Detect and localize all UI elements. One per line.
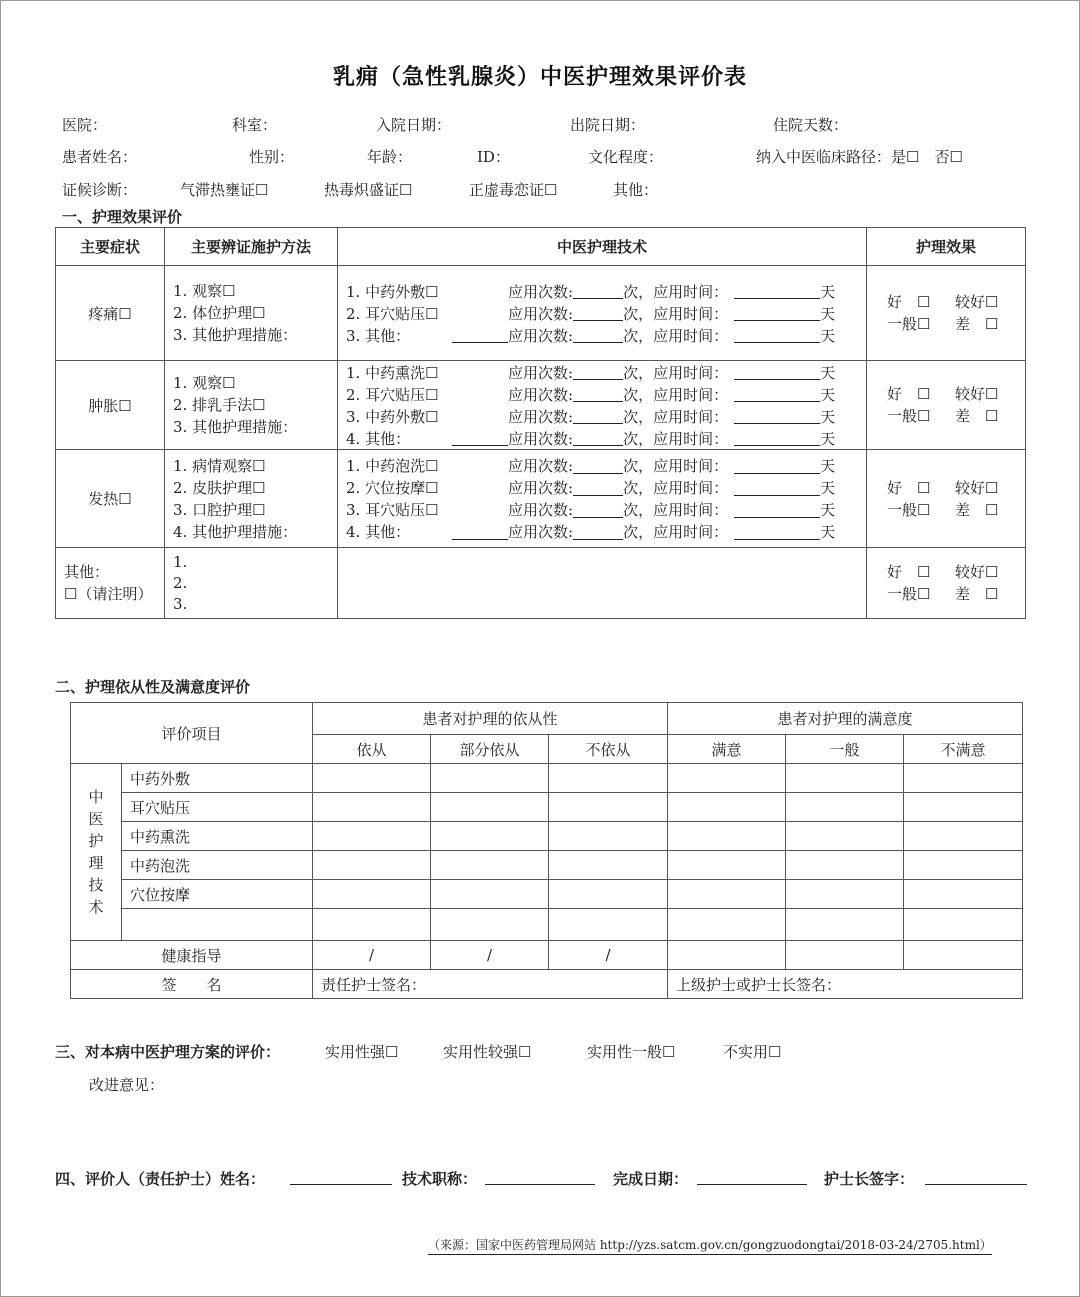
evaluator-label: 四、评价人（责任护士）姓名： — [55, 1170, 266, 1188]
time-field[interactable] — [734, 305, 820, 321]
health-guidance-label: 健康指导 — [71, 941, 313, 970]
day-unit: 天 — [820, 304, 836, 323]
times-unit: 次， — [623, 385, 654, 404]
group-char: 理 — [88, 854, 104, 872]
effect-poor[interactable]: 差 ☐ — [955, 585, 999, 603]
patient-name-label: 患者姓名： — [62, 148, 138, 166]
method-item: 3. 其他护理措施： — [173, 418, 298, 436]
times-unit: 次， — [623, 457, 654, 475]
table-row — [56, 266, 1026, 361]
table-row — [71, 851, 1023, 880]
time-label: 应用时间： — [653, 523, 729, 541]
page-title: 乳痈（急性乳腺炎）中医护理效果评价表 — [332, 65, 747, 90]
effect-better[interactable]: 较好☐ — [955, 293, 999, 311]
table-row — [71, 822, 1023, 851]
times-unit: 次， — [623, 304, 654, 323]
time-label: 应用时间： — [653, 385, 729, 404]
tech-item[interactable]: 1. 中药熏洗☐ — [346, 363, 439, 382]
time-field[interactable] — [734, 327, 820, 343]
group-char: 技 — [88, 876, 104, 894]
other-symptom-checkbox[interactable]: ☐（请注明） — [64, 585, 153, 603]
effect-poor[interactable]: 差 ☐ — [955, 500, 999, 519]
effect-table — [55, 227, 1026, 619]
tech-item[interactable]: 2. 耳穴贴压☐ — [346, 304, 439, 323]
time-label: 应用时间： — [653, 363, 729, 382]
method-item: 4. 其他护理措施： — [173, 522, 298, 541]
sub-header: 一般 — [786, 735, 904, 764]
effect-normal[interactable]: 一般☐ — [887, 407, 931, 425]
day-unit: 天 — [820, 363, 836, 382]
improvement-label: 改进意见： — [89, 1076, 165, 1094]
discharge-date-label: 出院日期： — [570, 116, 646, 134]
effect-normal[interactable]: 一般☐ — [887, 315, 931, 333]
tech-item[interactable]: 3. 耳穴贴压☐ — [346, 501, 439, 519]
day-unit: 天 — [820, 326, 836, 345]
tech-title-label: 技术职称： — [402, 1170, 478, 1188]
satisfaction-table — [70, 702, 1023, 999]
sub-header: 不满意 — [904, 735, 1023, 764]
tech-item[interactable]: 1. 中药外敷☐ — [346, 282, 439, 301]
tech-item: 3. 其他： — [346, 326, 411, 345]
symptom-fever[interactable]: 发热☐ — [56, 450, 165, 548]
time-field[interactable] — [734, 386, 820, 402]
table-row — [71, 764, 1023, 793]
table-row — [71, 793, 1023, 822]
col-header-method: 主要辨证施护方法 — [165, 228, 338, 266]
section1-heading: 一、护理效果评价 — [62, 208, 183, 226]
tech-name: 中药泡洗 — [122, 851, 313, 880]
slash-cell: / — [549, 941, 668, 970]
time-label: 应用时间： — [653, 407, 729, 426]
time-label: 应用时间： — [653, 457, 729, 475]
education-label: 文化程度： — [588, 148, 664, 166]
group-char: 术 — [88, 898, 104, 916]
table-row — [56, 361, 1026, 450]
diagnosis-option[interactable]: 正虚毒恋证☐ — [469, 181, 558, 199]
effect-poor[interactable]: 差 ☐ — [955, 315, 999, 333]
count-field[interactable] — [573, 480, 623, 496]
tech-item: 4. 其他： — [346, 429, 411, 448]
tech-item: 4. 其他： — [346, 523, 411, 541]
tech-item[interactable]: 1. 中药泡洗☐ — [346, 457, 439, 475]
method-item[interactable]: 1. 观察☐ — [173, 374, 236, 392]
times-unit: 次， — [623, 363, 654, 382]
sub-header: 不依从 — [549, 735, 668, 764]
sub-header: 依从 — [313, 735, 431, 764]
other-field[interactable] — [452, 430, 508, 446]
other-method-item[interactable]: 1. — [173, 552, 188, 571]
hospital-label: 医院： — [62, 116, 108, 134]
sub-header: 满意 — [668, 735, 786, 764]
section3-heading: 三、对本病中医护理方案的评价： — [55, 1043, 281, 1061]
times-unit: 次， — [623, 429, 654, 448]
plan-option[interactable]: 实用性强☐ — [325, 1043, 399, 1061]
diagnosis-label: 证候诊断： — [62, 181, 138, 199]
times-unit: 次， — [623, 407, 654, 426]
table-row — [56, 450, 1026, 548]
col-header-effect: 护理效果 — [867, 228, 1026, 266]
time-field[interactable] — [734, 364, 820, 380]
other-method-item[interactable]: 2. — [173, 573, 188, 592]
times-unit: 次， — [623, 326, 654, 345]
time-field[interactable] — [734, 408, 820, 424]
nurse-sign-field[interactable]: 责任护士签名： — [313, 970, 668, 999]
col-header-symptom: 主要症状 — [56, 228, 165, 266]
slash-cell: / — [431, 941, 549, 970]
effect-normal[interactable]: 一般☐ — [887, 500, 931, 519]
completion-date-label: 完成日期： — [613, 1170, 689, 1188]
times-unit: 次， — [623, 282, 654, 301]
count-field[interactable] — [573, 364, 623, 380]
source-note: （来源：国家中医药管理局网站 http://yzs.satcm.gov.cn/gongzuodongtai/2018-03-24/2705.html） — [428, 1236, 992, 1255]
count-field[interactable] — [573, 408, 623, 424]
count-field[interactable] — [573, 283, 623, 299]
tech-name: 耳穴贴压 — [122, 793, 313, 822]
method-item[interactable]: 2. 体位护理☐ — [173, 304, 266, 322]
count-label: 应用次数: — [508, 363, 574, 382]
plan-option[interactable]: 实用性较强☐ — [443, 1043, 532, 1061]
time-label: 应用时间： — [653, 304, 729, 323]
time-label: 应用时间： — [653, 429, 729, 448]
stay-days-label: 住院天数： — [773, 116, 849, 134]
clinical-pathway-label[interactable]: 纳入中医临床路径：是☐ 否☐ — [756, 148, 963, 166]
count-label: 应用次数: — [508, 479, 574, 497]
count-field[interactable] — [573, 305, 623, 321]
day-unit: 天 — [820, 429, 836, 448]
tech-item[interactable]: 2. 穴位按摩☐ — [346, 479, 439, 497]
method-item[interactable]: 1. 观察☐ — [173, 282, 236, 300]
count-label: 应用次数: — [508, 385, 574, 404]
count-label: 应用次数: — [508, 407, 574, 426]
day-unit: 天 — [820, 479, 836, 497]
count-label: 应用次数: — [508, 282, 574, 301]
age-label: 年龄： — [367, 148, 413, 166]
table-row — [71, 970, 1023, 999]
group-char: 中 — [88, 788, 104, 806]
completion-date-field[interactable] — [697, 1168, 807, 1185]
time-field[interactable] — [734, 480, 820, 496]
effect-poor[interactable]: 差 ☐ — [955, 407, 999, 425]
symptom-swelling[interactable]: 肿胀☐ — [56, 361, 165, 450]
effect-good[interactable]: 好 ☐ — [887, 385, 931, 403]
section2-heading: 二、护理依从性及满意度评价 — [55, 678, 251, 696]
gender-label: 性别： — [249, 148, 295, 166]
count-label: 应用次数: — [508, 523, 574, 541]
plan-option[interactable]: 实用性一般☐ — [587, 1043, 676, 1061]
diagnosis-option[interactable]: 热毒炽盛证☐ — [324, 181, 413, 199]
tech-name: 穴位按摩 — [122, 880, 313, 909]
sub-header: 部分依从 — [431, 735, 549, 764]
effect-good[interactable]: 好 ☐ — [887, 563, 931, 581]
other-symptom-label: 其他： — [64, 563, 110, 581]
eval-item-header: 评价项目 — [71, 703, 313, 764]
times-unit: 次， — [623, 501, 654, 519]
diagnosis-other-label: 其他： — [613, 181, 659, 199]
head-nurse-sign-label: 护士长签字： — [824, 1170, 915, 1188]
tech-title-field[interactable] — [485, 1168, 595, 1185]
count-label: 应用次数: — [508, 429, 574, 448]
other-field[interactable] — [452, 327, 508, 343]
count-field[interactable] — [573, 524, 623, 540]
tech-item[interactable]: 3. 中药外敷☐ — [346, 407, 439, 426]
day-unit: 天 — [820, 501, 836, 519]
slash-cell: / — [313, 941, 431, 970]
symptom-pain[interactable]: 疼痛☐ — [56, 266, 165, 361]
head-nurse-sign-field[interactable]: 上级护士或护士长签名： — [668, 970, 1023, 999]
plan-option[interactable]: 不实用☐ — [723, 1043, 782, 1061]
table-row — [56, 548, 1026, 619]
admit-date-label: 入院日期： — [376, 116, 452, 134]
tech-name[interactable] — [122, 909, 313, 941]
count-label: 应用次数: — [508, 326, 574, 345]
method-item: 3. 其他护理措施： — [173, 326, 298, 344]
effect-better[interactable]: 较好☐ — [955, 563, 999, 581]
count-field[interactable] — [573, 430, 623, 446]
day-unit: 天 — [820, 407, 836, 426]
group-char: 医 — [88, 810, 104, 828]
effect-better[interactable]: 较好☐ — [955, 385, 999, 403]
col-header-technique: 中医护理技术 — [338, 228, 867, 266]
method-item[interactable]: 2. 皮肤护理☐ — [173, 478, 266, 497]
effect-better[interactable]: 较好☐ — [955, 478, 999, 497]
day-unit: 天 — [820, 385, 836, 404]
tech-item[interactable]: 2. 耳穴贴压☐ — [346, 385, 439, 404]
id-label: ID： — [477, 148, 510, 166]
method-item[interactable]: 2. 排乳手法☐ — [173, 396, 266, 414]
group-char: 护 — [88, 832, 104, 850]
dept-label: 科室： — [232, 116, 278, 134]
sign-label: 签 名 — [71, 970, 313, 999]
count-label: 应用次数: — [508, 501, 574, 519]
effect-good[interactable]: 好 ☐ — [887, 478, 931, 497]
tech-name: 中药外敷 — [122, 764, 313, 793]
count-field[interactable] — [573, 458, 623, 474]
evaluator-name-field[interactable] — [290, 1168, 392, 1185]
tech-name: 中药熏洗 — [122, 822, 313, 851]
compliance-header: 患者对护理的依从性 — [313, 703, 668, 735]
effect-good[interactable]: 好 ☐ — [887, 293, 931, 311]
table-row — [71, 880, 1023, 909]
count-field[interactable] — [573, 386, 623, 402]
method-item[interactable]: 3. 口腔护理☐ — [173, 500, 266, 519]
other-field[interactable] — [452, 524, 508, 540]
head-nurse-sign-line[interactable] — [925, 1168, 1027, 1185]
table-row — [71, 941, 1023, 970]
times-unit: 次， — [623, 479, 654, 497]
effect-normal[interactable]: 一般☐ — [887, 585, 931, 603]
time-field[interactable] — [734, 502, 820, 518]
time-field[interactable] — [734, 524, 820, 540]
count-field[interactable] — [573, 502, 623, 518]
time-field[interactable] — [734, 430, 820, 446]
times-unit: 次， — [623, 523, 654, 541]
count-label: 应用次数: — [508, 304, 574, 323]
count-label: 应用次数: — [508, 457, 574, 475]
time-field[interactable] — [734, 283, 820, 299]
time-label: 应用时间： — [653, 282, 729, 301]
other-method-item[interactable]: 3. — [173, 594, 188, 613]
tcm-group-label — [71, 764, 122, 941]
day-unit: 天 — [820, 457, 836, 475]
satisfaction-header: 患者对护理的满意度 — [668, 703, 1023, 735]
method-item[interactable]: 1. 病情观察☐ — [173, 456, 266, 475]
day-unit: 天 — [820, 523, 836, 541]
time-field[interactable] — [734, 458, 820, 474]
diagnosis-option[interactable]: 气滞热壅证☐ — [180, 181, 269, 199]
time-label: 应用时间： — [653, 501, 729, 519]
time-label: 应用时间： — [653, 479, 729, 497]
other-technique-cell[interactable] — [338, 548, 867, 619]
count-field[interactable] — [573, 327, 623, 343]
table-row — [71, 909, 1023, 941]
day-unit: 天 — [820, 282, 836, 301]
time-label: 应用时间： — [653, 326, 729, 345]
